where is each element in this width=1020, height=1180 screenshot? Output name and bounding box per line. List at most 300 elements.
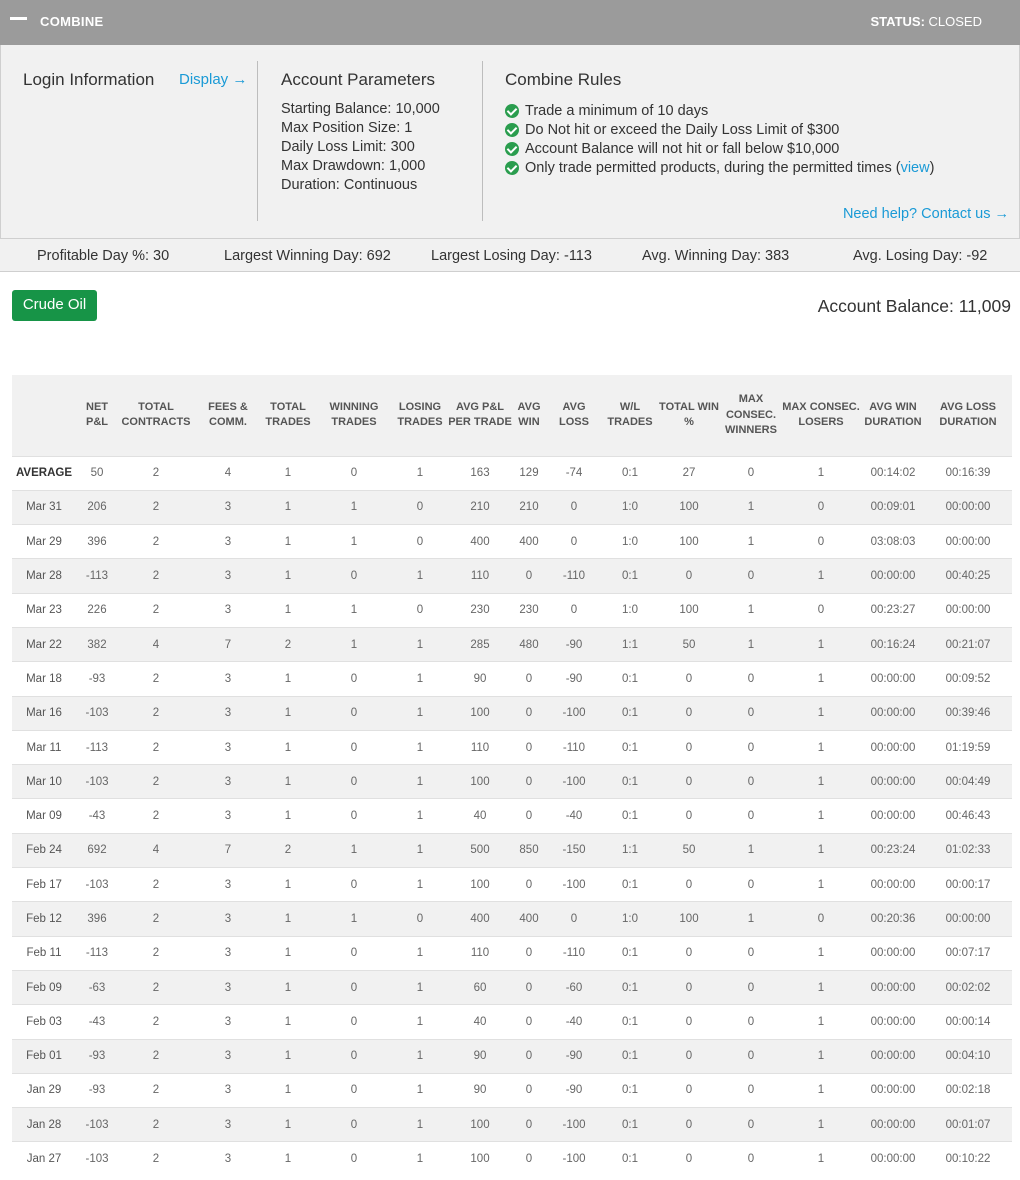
table-cell: 0	[747, 810, 755, 823]
rule-item	[505, 102, 934, 121]
table-cell: 1	[416, 981, 424, 994]
table-cell: 00:14:02	[870, 467, 916, 480]
table-cell: 1	[416, 947, 424, 960]
table-cell: -103	[85, 775, 109, 788]
table-cell: -90	[565, 638, 583, 651]
table-cell: 90	[473, 1050, 487, 1063]
daily-stats-table	[12, 375, 1012, 1176]
table-cell: 500	[470, 844, 490, 857]
table-cell: -100	[562, 707, 586, 720]
table-cell: -113	[85, 570, 109, 583]
table-cell: 0	[416, 501, 424, 514]
column-header	[12, 375, 76, 456]
table-row	[12, 970, 1012, 1004]
display-link[interactable]: Display →	[179, 71, 248, 88]
table-cell: 0	[525, 1084, 533, 1097]
table-cell: 0	[570, 604, 578, 617]
table-cell: 2	[152, 1118, 160, 1131]
table-row	[12, 490, 1012, 524]
table-cell: -43	[88, 810, 106, 823]
table-cell: 100	[679, 535, 699, 548]
table-cell: 0	[747, 741, 755, 754]
table-row-average	[12, 456, 1012, 490]
table-cell: 400	[519, 535, 539, 548]
table-cell: 100	[470, 1153, 490, 1166]
table-cell: 1:0	[622, 913, 638, 925]
view-link[interactable]: view	[900, 160, 930, 176]
table-cell: 2	[152, 535, 160, 548]
table-cell: 1	[416, 741, 424, 754]
table-cell: 00:00:17	[945, 878, 991, 891]
table-cell: 0	[747, 775, 755, 788]
table-cell: 0	[350, 947, 358, 960]
table-cell: 0:1	[622, 570, 638, 583]
table-cell: 0	[685, 1015, 693, 1028]
table-row	[12, 765, 1012, 799]
table-cell: 00:20:36	[870, 913, 916, 925]
row-date-cell: Mar 11	[26, 741, 62, 754]
table-cell: 2	[152, 1153, 160, 1166]
table-cell: 0	[817, 604, 825, 617]
table-cell: 100	[470, 1118, 490, 1131]
table-cell: 00:23:24	[870, 844, 916, 857]
table-cell: 0	[747, 947, 755, 960]
table-cell: 285	[470, 638, 490, 651]
table-cell: 1	[284, 535, 292, 548]
table-cell: 0	[525, 1118, 533, 1131]
table-cell: 0	[747, 707, 755, 720]
table-cell: 00:00:00	[870, 981, 916, 994]
column-header: LOSING TRADES	[397, 400, 443, 429]
table-body	[12, 456, 1012, 1176]
table-cell: 382	[87, 638, 107, 651]
table-cell: 0	[350, 1050, 358, 1063]
table-cell: 1	[284, 1118, 292, 1131]
table-cell: 3	[224, 1084, 232, 1097]
table-cell: 0	[416, 604, 424, 617]
table-cell: 0	[525, 570, 533, 583]
table-cell: 1	[817, 1050, 825, 1063]
table-cell: 4	[152, 844, 160, 857]
table-cell: -113	[85, 947, 109, 960]
table-cell: 0	[747, 981, 755, 994]
crude-oil-button[interactable]: Crude Oil	[12, 290, 97, 321]
table-row	[12, 868, 1012, 902]
row-date-cell: Mar 16	[26, 707, 62, 720]
status-label: STATUS:	[870, 14, 925, 29]
table-cell: -100	[562, 775, 586, 788]
table-cell: -93	[88, 672, 106, 685]
table-cell: 1	[747, 844, 755, 857]
table-cell: 0:1	[622, 1084, 638, 1097]
table-cell: 00:00:00	[870, 1118, 916, 1131]
table-cell: 0	[747, 878, 755, 891]
table-cell: 1	[817, 1015, 825, 1028]
table-cell: 0	[525, 1050, 533, 1063]
table-cell: 03:08:03	[870, 535, 916, 548]
table-cell: 1	[284, 672, 292, 685]
table-cell: 1	[817, 1153, 825, 1166]
row-date-cell: Feb 12	[26, 913, 62, 925]
table-cell: 1	[284, 913, 292, 925]
table-cell: 0	[350, 1118, 358, 1131]
rule-text-end: )	[929, 160, 935, 176]
table-cell: 0	[685, 570, 693, 583]
stat-profitable-day: Profitable Day %: 30	[37, 248, 170, 264]
table-cell: 0	[747, 1118, 755, 1131]
table-cell: 1	[817, 1118, 825, 1131]
table-cell: 0:1	[622, 467, 638, 480]
column-header: W/L TRADES	[607, 400, 653, 429]
table-cell: 00:02:02	[945, 981, 991, 994]
table-cell: 2	[152, 604, 160, 617]
table-cell: 00:00:00	[870, 570, 916, 583]
table-cell: 1	[817, 1084, 825, 1097]
help-contact-link[interactable]: Need help? Contact us →	[842, 206, 1009, 222]
table-cell: 0	[685, 707, 693, 720]
status-value: CLOSED	[928, 14, 982, 29]
table-cell: 1	[284, 1015, 292, 1028]
table-cell: -110	[562, 570, 586, 583]
table-cell: 0	[416, 913, 424, 925]
table-cell: 0	[525, 1153, 533, 1166]
row-date-cell: Mar 28	[26, 570, 62, 583]
table-cell: 1:0	[622, 604, 638, 617]
table-cell: 230	[470, 604, 490, 617]
column-header: TOTAL TRADES	[265, 400, 311, 429]
divider	[482, 61, 483, 221]
table-cell: 2	[152, 947, 160, 960]
rule-item	[505, 140, 934, 159]
table-cell: 0	[747, 570, 755, 583]
rule-text: Account Balance will not hit or fall below $10,000	[525, 141, 840, 157]
table-cell: 3	[224, 1118, 232, 1131]
table-cell: 230	[519, 604, 539, 617]
column-header: AVG WIN DURATION	[864, 400, 922, 429]
table-cell: 1	[416, 878, 424, 891]
table-cell: 0	[685, 1050, 693, 1063]
table-cell: 00:23:27	[870, 604, 916, 617]
table-cell: 0:1	[622, 775, 638, 788]
table-cell: 850	[519, 844, 539, 857]
table-cell: 00:01:07	[945, 1118, 991, 1131]
row-date-cell: Feb 24	[26, 844, 62, 857]
table-cell: 1	[284, 878, 292, 891]
table-cell: 100	[470, 775, 490, 788]
table-cell: 0	[747, 1015, 755, 1028]
table-cell: 0	[685, 981, 693, 994]
table-cell: 1	[416, 467, 424, 480]
table-cell: 1	[416, 810, 424, 823]
table-cell: 00:00:00	[870, 947, 916, 960]
account-balance: Account Balance: 11,009	[817, 296, 1011, 316]
table-cell: 00:00:00	[870, 1050, 916, 1063]
table-row	[12, 799, 1012, 833]
table-cell: 00:00:00	[870, 1015, 916, 1028]
table-cell: 2	[152, 981, 160, 994]
table-cell: 1	[817, 844, 825, 857]
table-cell: 400	[470, 535, 490, 548]
table-cell: 3	[224, 672, 232, 685]
table-cell: 3	[224, 1153, 232, 1166]
table-cell: 1:1	[622, 844, 638, 857]
table-cell: 1	[817, 947, 825, 960]
rule-item	[505, 121, 934, 140]
table-cell: 27	[682, 467, 696, 480]
table-cell: 1	[747, 638, 755, 651]
table-row	[12, 627, 1012, 661]
table-cell: -90	[565, 672, 583, 685]
table-cell: 3	[224, 501, 232, 514]
table-cell: 2	[152, 878, 160, 891]
table-cell: -40	[565, 1015, 583, 1028]
divider	[257, 61, 258, 221]
status-indicator	[871, 14, 983, 29]
table-cell: 00:09:52	[945, 672, 991, 685]
table-cell: 0	[525, 741, 533, 754]
table-cell: 2	[152, 672, 160, 685]
table-cell: 1	[284, 1050, 292, 1063]
table-cell: -103	[85, 878, 109, 891]
column-header: AVG P&L PER TRADE	[448, 400, 512, 429]
table-cell: 0	[685, 1118, 693, 1131]
table-cell: 3	[224, 707, 232, 720]
table-cell: 3	[224, 947, 232, 960]
param-duration: Duration: Continuous	[281, 177, 418, 193]
table-row	[12, 1108, 1012, 1142]
table-cell: 1	[284, 1084, 292, 1097]
table-cell: 00:00:00	[945, 501, 991, 514]
table-cell: 1	[416, 638, 424, 651]
table-cell: 00:00:00	[945, 604, 991, 617]
table-cell: 0	[525, 775, 533, 788]
stat-largest-losing-day: Largest Losing Day: -113	[431, 248, 592, 264]
table-cell: 396	[87, 535, 107, 548]
column-header: NET P&L	[86, 400, 108, 429]
table-cell: 3	[224, 604, 232, 617]
row-date-cell: Feb 17	[26, 878, 62, 891]
rule-item	[505, 159, 934, 178]
table-cell: 0	[350, 570, 358, 583]
table-cell: 2	[152, 1050, 160, 1063]
column-header: FEES & COMM.	[208, 400, 248, 429]
table-cell: 0	[817, 913, 825, 925]
table-cell: 00:00:00	[870, 1153, 916, 1166]
table-cell: 396	[87, 913, 107, 925]
table-cell: 0	[817, 535, 825, 548]
table-cell: 0	[525, 707, 533, 720]
table-cell: 00:00:00	[870, 741, 916, 754]
table-cell: -100	[562, 1118, 586, 1131]
table-cell: 1	[747, 501, 755, 514]
table-cell: 0	[350, 1084, 358, 1097]
table-cell: 3	[224, 741, 232, 754]
table-cell: 00:46:43	[945, 810, 991, 823]
table-cell: 1:1	[622, 638, 638, 651]
stat-avg-winning-day: Avg. Winning Day: 383	[642, 248, 790, 264]
table-cell: 400	[470, 913, 490, 925]
table-cell: 0	[416, 535, 424, 548]
table-row	[12, 1005, 1012, 1039]
table-row	[12, 662, 1012, 696]
table-cell: 3	[224, 535, 232, 548]
row-date-cell: Jan 27	[26, 1153, 62, 1166]
table-cell: 1	[416, 1050, 424, 1063]
account-parameters-list	[281, 100, 440, 195]
table-row	[12, 833, 1012, 867]
table-cell: -43	[88, 1015, 106, 1028]
row-date-cell: Mar 29	[26, 535, 62, 548]
table-header-row	[12, 375, 1012, 456]
table-cell: 1	[747, 604, 755, 617]
table-cell: -63	[88, 981, 106, 994]
table-cell: 0:1	[622, 947, 638, 960]
daily-stats-table-wrapper	[12, 375, 1012, 1176]
column-header: TOTAL WIN %	[659, 400, 719, 429]
table-cell: 1	[416, 1118, 424, 1131]
table-cell: 210	[470, 501, 490, 514]
table-cell: 0	[747, 467, 755, 480]
table-cell: 0	[685, 1153, 693, 1166]
table-cell: -90	[565, 1084, 583, 1097]
table-row	[12, 902, 1012, 936]
table-cell: 1	[817, 775, 825, 788]
row-date-cell: Feb 11	[26, 947, 62, 960]
table-cell: 00:00:14	[945, 1015, 991, 1028]
table-cell: 1	[350, 604, 358, 617]
table-cell: 2	[152, 775, 160, 788]
table-cell: 1	[416, 707, 424, 720]
table-cell: 0	[350, 775, 358, 788]
table-cell: 2	[152, 810, 160, 823]
table-cell: 129	[519, 467, 539, 480]
table-cell: 1	[284, 810, 292, 823]
info-panel	[0, 45, 1020, 238]
rule-text: Trade a minimum of 10 days	[525, 103, 709, 119]
table-cell: 3	[224, 775, 232, 788]
header-bar	[0, 0, 1020, 45]
table-cell: 0:1	[622, 878, 638, 891]
table-cell: 2	[152, 913, 160, 925]
row-date-cell: Feb 09	[26, 981, 62, 994]
table-cell: 4	[152, 638, 160, 651]
table-cell: 4	[224, 467, 232, 480]
table-cell: 0	[350, 1153, 358, 1166]
table-cell: 1	[284, 604, 292, 617]
table-cell: 00:39:46	[945, 707, 991, 720]
row-date-cell: Mar 18	[26, 672, 62, 685]
table-cell: 1	[350, 913, 358, 925]
table-cell: 2	[284, 638, 292, 651]
table-cell: 1	[350, 535, 358, 548]
table-cell: 0:1	[622, 981, 638, 994]
table-cell: 00:21:07	[945, 638, 991, 651]
table-row	[12, 730, 1012, 764]
table-cell: 0	[685, 775, 693, 788]
table-cell: 0	[525, 1015, 533, 1028]
table-cell: 3	[224, 1050, 232, 1063]
row-date-cell: Jan 28	[26, 1118, 62, 1131]
table-cell: 1	[284, 1153, 292, 1166]
row-date-cell: Feb 03	[26, 1015, 62, 1028]
table-cell: 1	[284, 707, 292, 720]
table-cell: 90	[473, 1084, 487, 1097]
combine-rules-list	[505, 102, 934, 178]
table-cell: 00:00:00	[870, 775, 916, 788]
table-cell: -93	[88, 1050, 106, 1063]
table-cell: 1	[284, 741, 292, 754]
rule-text: Only trade permitted products, during the permitted times (	[525, 160, 901, 176]
table-cell: 1	[817, 570, 825, 583]
param-max-position-size: Max Position Size: 1	[281, 120, 413, 136]
table-cell: 2	[152, 467, 160, 480]
table-cell: 0	[570, 501, 578, 514]
table-cell: 163	[470, 467, 490, 480]
table-cell: 00:02:18	[945, 1084, 991, 1097]
table-cell: 1	[350, 844, 358, 857]
table-cell: 110	[470, 570, 490, 583]
table-cell: 1	[284, 947, 292, 960]
table-cell: 00:00:00	[945, 913, 991, 925]
table-cell: 1	[817, 981, 825, 994]
row-date-cell: Jan 29	[26, 1084, 62, 1097]
table-cell: 0	[350, 810, 358, 823]
table-cell: 1	[817, 741, 825, 754]
table-cell: -40	[565, 810, 583, 823]
table-cell: -113	[85, 741, 109, 754]
table-cell: 1	[416, 1153, 424, 1166]
table-cell: 2	[152, 707, 160, 720]
login-information-title: Login Information	[23, 70, 155, 89]
table-cell: 0:1	[622, 707, 638, 720]
collapse-icon[interactable]	[10, 17, 27, 20]
table-cell: -150	[562, 844, 586, 857]
table-cell: 1	[817, 707, 825, 720]
table-cell: 00:07:17	[945, 947, 991, 960]
table-cell: 00:16:24	[870, 638, 916, 651]
table-cell: -110	[562, 741, 586, 754]
column-header: AVG LOSS	[559, 400, 589, 429]
table-row	[12, 1039, 1012, 1073]
table-cell: 0	[350, 707, 358, 720]
row-date-cell: Mar 22	[26, 638, 62, 651]
table-cell: 210	[519, 501, 539, 514]
table-cell: 1	[284, 467, 292, 480]
table-cell: 1	[817, 672, 825, 685]
table-cell: 0:1	[622, 1118, 638, 1131]
column-header: MAX CONSEC. LOSERS	[782, 400, 860, 429]
column-header: AVG LOSS DURATION	[939, 400, 997, 429]
table-cell: 100	[679, 913, 699, 925]
table-cell: 1	[350, 638, 358, 651]
row-date-cell: Mar 09	[26, 810, 62, 823]
table-cell: 0	[747, 1153, 755, 1166]
table-cell: 50	[682, 638, 696, 651]
combine-rules-title: Combine Rules	[505, 70, 622, 89]
table-cell: 0:1	[622, 1015, 638, 1028]
table-cell: 0	[350, 467, 358, 480]
table-cell: 206	[87, 501, 107, 514]
table-cell: 110	[470, 947, 490, 960]
table-cell: 1	[416, 1015, 424, 1028]
stat-largest-winning-day: Largest Winning Day: 692	[224, 248, 391, 264]
table-cell: 7	[224, 638, 232, 651]
table-cell: 0:1	[622, 672, 638, 685]
table-row	[12, 1073, 1012, 1107]
param-max-drawdown: Max Drawdown: 1,000	[281, 158, 426, 174]
table-cell: 0	[525, 672, 533, 685]
stat-avg-losing-day: Avg. Losing Day: -92	[853, 248, 988, 264]
